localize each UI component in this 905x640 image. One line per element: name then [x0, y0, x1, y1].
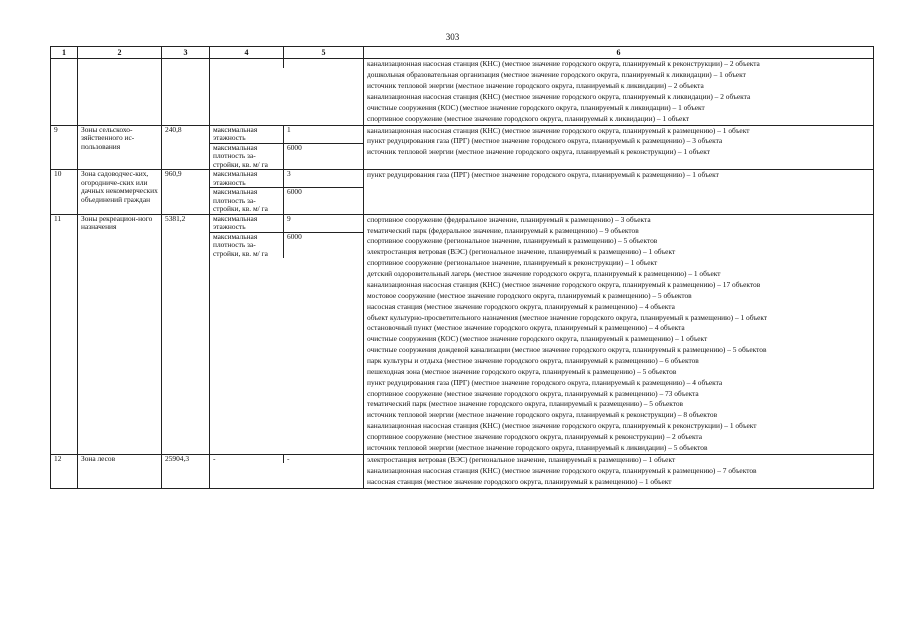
parameter-value: 6000: [287, 231, 302, 241]
header-cell: 2: [78, 47, 162, 59]
zone-name-cell: [78, 59, 162, 125]
parameter-value: -: [287, 453, 290, 463]
object-line: источник тепловой энергии (местное значение городского округа, планируемый к ликвидации) – 5 объектов: [367, 443, 708, 453]
object-line: спортивное сооружение (региональное значение, планируемый к размещению) – 5 объектов: [367, 236, 658, 246]
object-line: канализационная насосная станция (КНС) (местное значение городского округа, планируемый к реконструкции) – 1 объект: [367, 421, 757, 431]
parameters-cell: [210, 170, 364, 215]
zone-area-cell: 25904,3: [162, 454, 210, 488]
object-line: пешеходная зона (местное значение городского округа, планируемый к размещению) – 5 объектов: [367, 366, 677, 376]
object-line: источник тепловой энергии (местное значение городского округа, планируемый к реконструкции) – 1 объект: [367, 147, 711, 157]
row-number-cell: [51, 59, 78, 125]
parameter-name: максимальная этажность: [210, 126, 284, 143]
object-line: спортивное сооружение (местное значение городского округа, планируемый к реконструкции) – 2 объекта: [367, 432, 703, 442]
object-line: детский оздоровительный лагерь (местное значение городского округа, планируемый к размещению) – 1 объект: [367, 269, 721, 279]
objects-cell: [364, 454, 874, 488]
parameter-name: -: [210, 455, 284, 464]
parameter-value: 1: [287, 124, 291, 134]
header-cell: 1: [51, 47, 78, 59]
object-line: остановочный пункт (местное значение городского округа, планируемый к размещению) – 4 объекта: [367, 323, 685, 333]
page-number: 303: [445, 32, 460, 42]
object-line: очистные сооружения дождевой канализации (местное значение городского округа, планируемый к размещению) – 5 объектов: [367, 345, 767, 354]
table-row: [51, 214, 874, 454]
row-number-cell: 11: [51, 214, 78, 454]
zone-area-cell: 5381,2: [162, 214, 210, 454]
object-line: источник тепловой энергии (местное значение городского округа, планируемый к ликвидации) – 2 объекта: [367, 80, 704, 90]
parameters-cell: [210, 454, 364, 488]
row-number-cell: 12: [51, 454, 78, 488]
parameter-name: максимальная плотность за-стройки, кв. м/ га: [210, 188, 284, 214]
object-line: пункт редуцирования газа (ПРГ) (местное значение городского округа, планируемый к размещению) – 1 объект: [367, 170, 719, 180]
object-line: насосная станция (местное значение городского округа, планируемый к размещению) – 1 объект: [367, 476, 672, 486]
object-line: канализационная насосная станция (КНС) (местное значение городского округа, планируемый к размещению) – 17 объектов: [367, 280, 761, 290]
parameters-cell: [210, 125, 364, 170]
object-line: дошкольная образовательная организация (местное значение городского округа, планируемый к ликвидации) – 1 объект: [367, 70, 746, 80]
object-line: канализационная насосная станция (КНС) (местное значение городского округа, планируемый к ликвидации) – 2 объекта: [367, 91, 751, 101]
parameters-cell: [210, 59, 364, 125]
parameter-name: максимальная плотность за-стройки, кв. м/ га: [210, 233, 284, 259]
row-number-cell: 10: [51, 170, 78, 215]
zones-table: [50, 46, 874, 489]
object-line: парк культуры и отдыха (местное значение городского округа, планируемый к размещению) – 6 объектов: [367, 355, 699, 365]
zone-name-cell: Зона садоводчес-ких, огородниче-ских или дачных некоммерческих объединений граждан: [78, 170, 162, 215]
header-cell: 5: [284, 47, 364, 59]
object-line: канализационная насосная станция (КНС) (местное значение городского округа, планируемый к размещению) – 7 объектов: [367, 465, 757, 475]
header-cell: 6: [364, 47, 874, 59]
object-line: спортивное сооружение (местное значение городского округа, планируемый к размещению) – 73 объекта: [367, 388, 699, 398]
table-row: [51, 170, 874, 215]
zone-area-cell: 960,9: [162, 170, 210, 215]
object-line: насосная станция (местное значение городского округа, планируемый к размещению) – 4 объекта: [367, 301, 675, 311]
table-header-row: [51, 47, 874, 59]
object-line: канализационная насосная станция (КНС) (местное значение городского округа, планируемый к реконструкции) – 2 объекта: [367, 59, 760, 69]
parameter-name: максимальная плотность за-стройки, кв. м/ га: [210, 144, 284, 170]
object-line: объект культурно-просветительного назначения (местное значение городского округа, планируемый к размещению) – 1 объект: [367, 312, 768, 322]
parameter-value: 3: [287, 169, 291, 179]
parameter-name: максимальная этажность: [210, 215, 284, 232]
objects-cell: [364, 59, 874, 125]
header-cell: 4: [210, 47, 284, 59]
parameter-value: 9: [287, 213, 291, 223]
zone-name-cell: Зона лесов: [78, 454, 162, 488]
object-line: мостовое сооружение (местное значение городского округа, планируемый к размещению) – 5 объектов: [367, 290, 692, 300]
header-cell: 3: [162, 47, 210, 59]
objects-cell: [364, 125, 874, 170]
parameter-name: максимальная этажность: [210, 170, 284, 187]
table-row: [51, 454, 874, 488]
object-line: тематический парк (федеральное значение, планируемый к размещению) – 9 объектов: [367, 225, 639, 235]
zone-name-cell: Зоны сельскохо-зяйственного ис-пользования: [78, 125, 162, 170]
zone-name-cell: Зоны рекреацион-ного назначения: [78, 214, 162, 454]
object-line: электростанция ветровая (ВЭС) (региональное значение, планируемый к размещению) – 1 объект: [367, 454, 676, 464]
object-line: спортивное сооружение (местное значение городского округа, планируемый к ликвидации) – 1 объект: [367, 113, 690, 123]
object-line: пункт редуцирования газа (ПРГ) (местное значение городского округа, планируемый к размещению) – 4 объекта: [367, 377, 723, 387]
object-line: очистные сооружения (КОС) (местное значение городского округа, планируемый к ликвидации) – 1 объект: [367, 102, 705, 112]
objects-cell: [364, 170, 874, 215]
object-line: пункт редуцирования газа (ПРГ) (местное значение городского округа, планируемый к размещению) – 3 объекта: [367, 136, 723, 146]
parameter-value: 6000: [287, 187, 302, 197]
object-line: канализационная насосная станция (КНС) (местное значение городского округа, планируемый к размещению) – 1 объект: [367, 125, 750, 135]
object-line: тематический парк (местное значение городского округа, планируемый к размещению) – 5 объектов: [367, 399, 684, 409]
object-line: очистные сооружения (КОС) (местное значение городского округа, планируемый к размещению) – 1 объект: [367, 334, 708, 344]
object-line: источник тепловой энергии (местное значение городского округа, планируемый к реконструкции) – 8 объектов: [367, 410, 718, 420]
objects-cell: [364, 214, 874, 454]
table-row: [51, 59, 874, 125]
object-line: спортивное сооружение (региональное значение, планируемый к реконструкции) – 1 объект: [367, 258, 658, 268]
row-number-cell: 9: [51, 125, 78, 170]
object-line: электростанция ветровая (ВЭС) (региональное значение, планируемый к размещению) – 1 объект: [367, 247, 676, 257]
table-row: [51, 125, 874, 170]
zone-area-cell: [162, 59, 210, 125]
object-line: спортивное сооружение (федеральное значение, планируемый к размещению) – 3 объекта: [367, 214, 651, 224]
zone-area-cell: 240,8: [162, 125, 210, 170]
parameters-cell: [210, 214, 364, 454]
parameter-value: 6000: [287, 142, 302, 152]
